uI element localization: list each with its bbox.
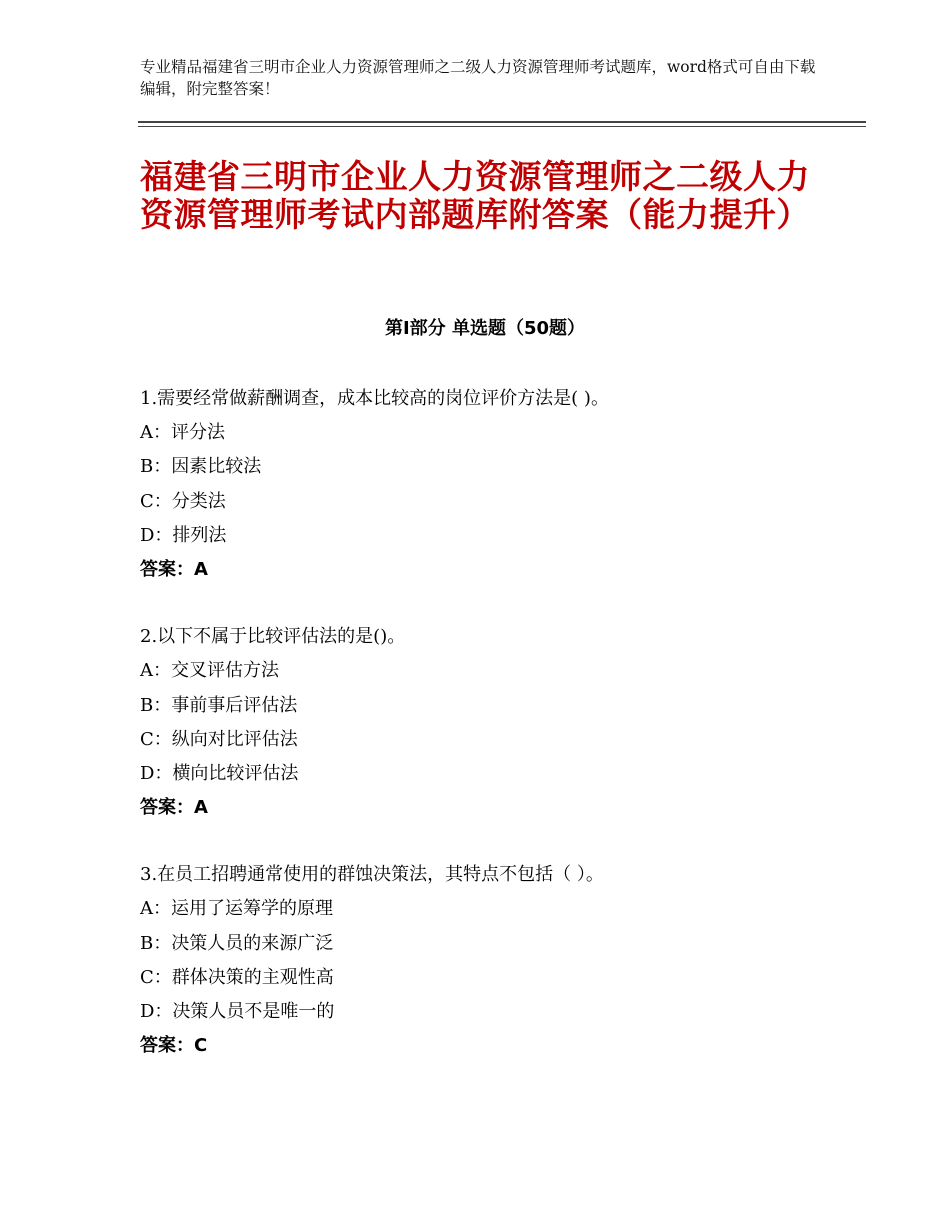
answer: 答案：A (140, 558, 208, 580)
question-3 (140, 858, 840, 1063)
option-d: D：决策人员不是唯一的 (140, 1001, 335, 1022)
question-list (140, 382, 840, 1096)
header-rule (138, 121, 866, 123)
question-2 (140, 620, 840, 825)
answer: 答案：C (140, 1035, 208, 1057)
option-b: B：因素比较法 (140, 456, 262, 478)
document-title: 福建省三明市企业人力资源管理师之二级人力资源管理师考试内部题库附答案（能力提升） (140, 157, 810, 234)
answer: 答案：A (140, 797, 208, 819)
section-title: 第Ⅰ部分 单选题（50题） (384, 318, 585, 339)
option-d: D：横向比较评估法 (140, 762, 299, 784)
option-a: A：运用了运筹学的原理 (140, 898, 333, 920)
option-b: B：决策人员的来源广泛 (140, 932, 334, 954)
option-c: C：纵向对比评估法 (140, 728, 298, 750)
option-a: A：评分法 (140, 422, 225, 444)
option-c: C：分类法 (140, 490, 226, 512)
option-a: A：交叉评估方法 (140, 660, 279, 682)
header-note: 专业精品福建省三明市企业人力资源管理师之二级人力资源管理师考试题库，word格式可自由下载编辑，附完整答案！ (140, 58, 816, 98)
option-d: D：排列法 (140, 524, 227, 546)
question-stem: 2.以下不属于比较评估法的是()。 (140, 626, 406, 648)
option-c: C：群体决策的主观性高 (140, 966, 334, 988)
question-1 (140, 382, 840, 587)
question-stem: 3.在员工招聘通常使用的群蚀决策法，其特点不包括（ ）。 (140, 864, 604, 886)
option-b: B：事前事后评估法 (140, 694, 298, 716)
header-rule-thin (138, 126, 866, 127)
question-stem: 1.需要经常做薪酬调查，成本比较高的岗位评价方法是( )。 (140, 388, 609, 409)
